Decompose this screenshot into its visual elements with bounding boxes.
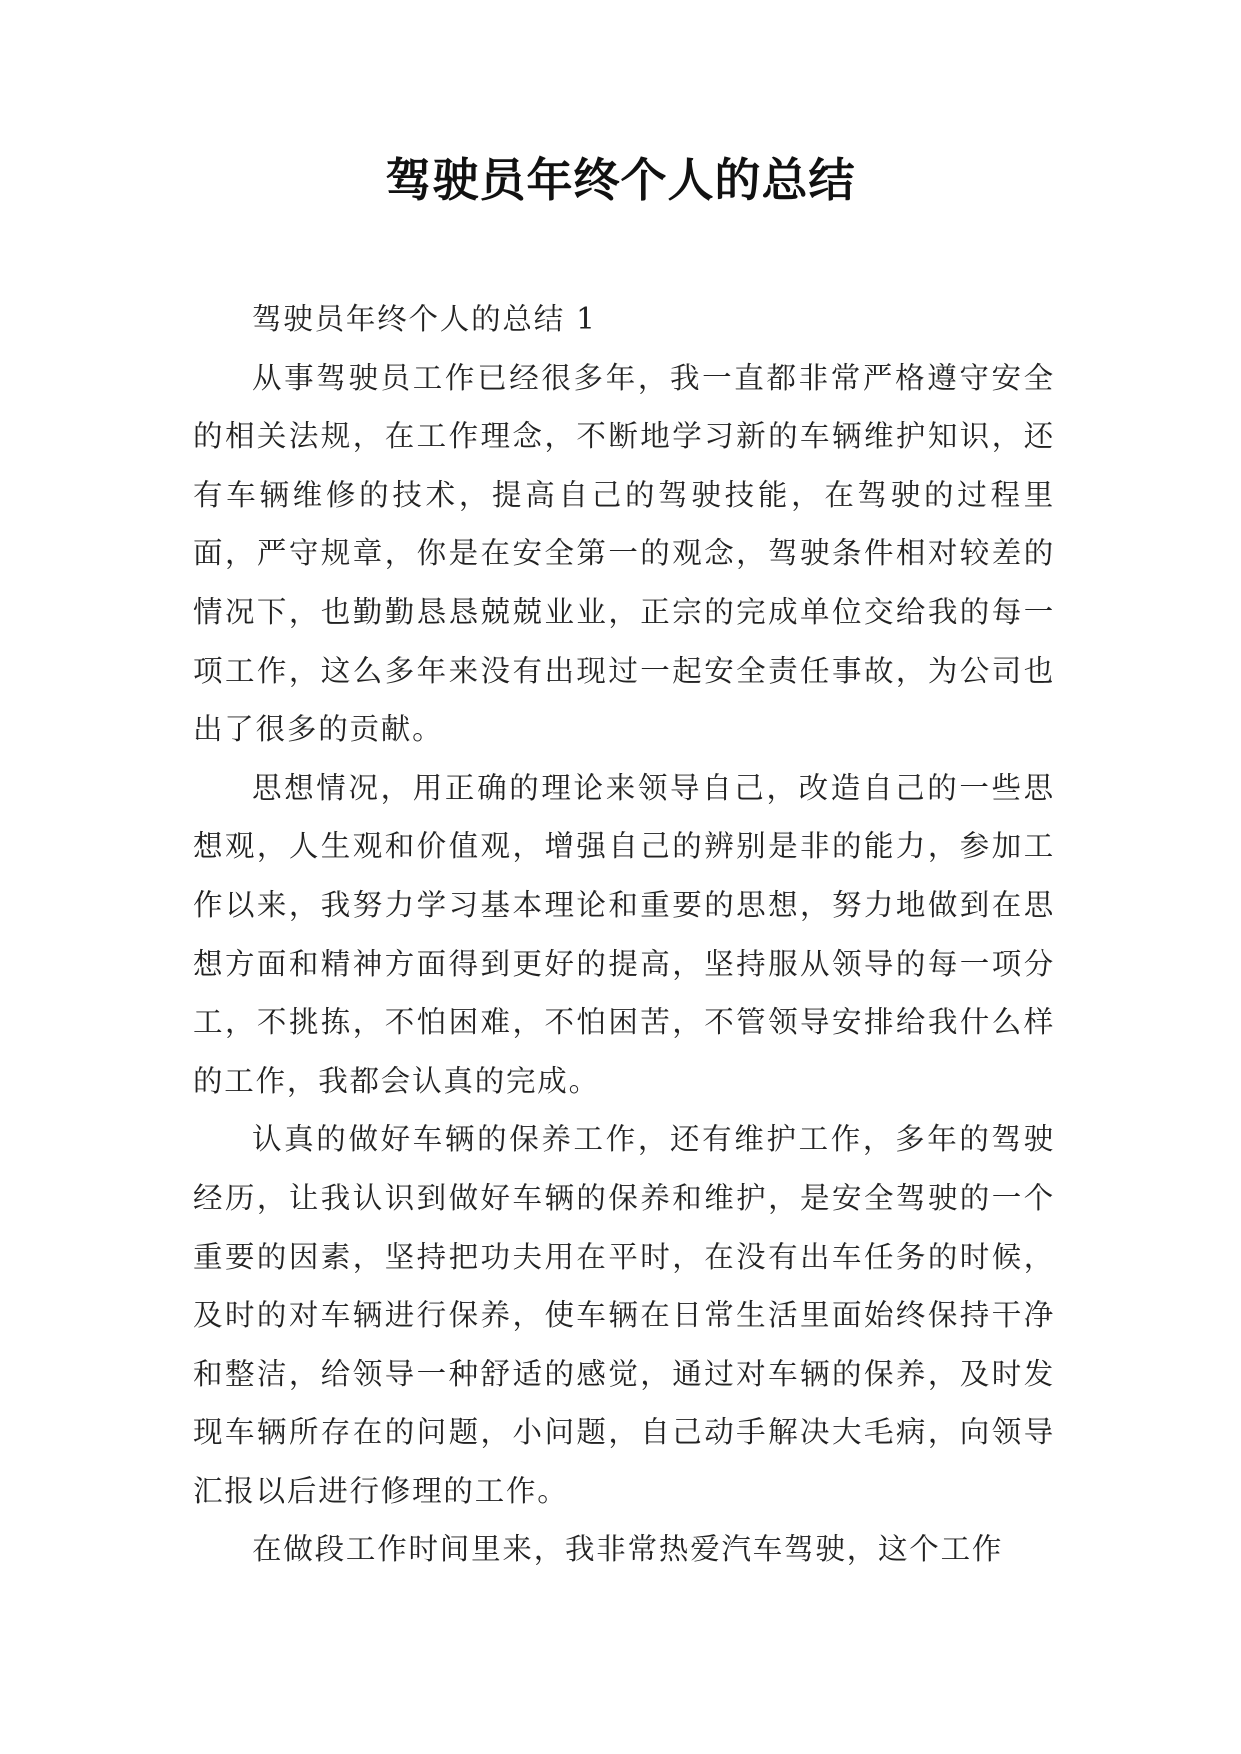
paragraph-3: 认真的做好车辆的保养工作，还有维护工作，多年的驾驶经历，让我认识到做好车辆的保养和维护，是安全驾驶的一个重要的因素，坚持把功夫用在平时，在没有出车任务的时候，及时的对车辆进行保养，使车辆在日常生活里面始终保持干净和整洁，给领导一种舒适的感觉，通过对车辆的保养，及时发现车辆所存在的问题，小问题，自己动手解决大毛病，向领导汇报以后进行修理的工作。 — [193, 1122, 1055, 1508]
document-title: 驾驶员年终个人的总结 — [385, 153, 856, 207]
paragraph-4: 在做段工作时间里来，我非常热爱汽车驾驶，这个工作 — [252, 1532, 1004, 1567]
section-heading: 驾驶员年终个人的总结 1 — [252, 302, 597, 336]
paragraph-1: 从事驾驶员工作已经很多年，我一直都非常严格遵守安全的相关法规，在工作理念，不断地学习新的车辆维护知识，还有车辆维修的技术，提高自己的驾驶技能，在驾驶的过程里面，严守规章，你是在安全第一的观念，驾驶条件相对较差的情况下，也勤勤恳恳兢兢业业，正宗的完成单位交给我的每一项工作，这么多年来没有出现过一起安全责任事故，为公司也出了很多的贡献。 — [193, 360, 1055, 747]
paragraph-2: 思想情况，用正确的理论来领导自己，改造自己的一些思想观，人生观和价值观，增强自己的辨别是非的能力，参加工作以来，我努力学习基本理论和重要的思想，努力地做到在思想方面和精神方面得到更好的提高，坚持服从领导的每一项分工，不挑拣，不怕困难，不怕困苦，不管领导安排给我什么样的工作，我都会认真的完成。 — [193, 770, 1055, 1098]
document-body — [193, 290, 1055, 1579]
